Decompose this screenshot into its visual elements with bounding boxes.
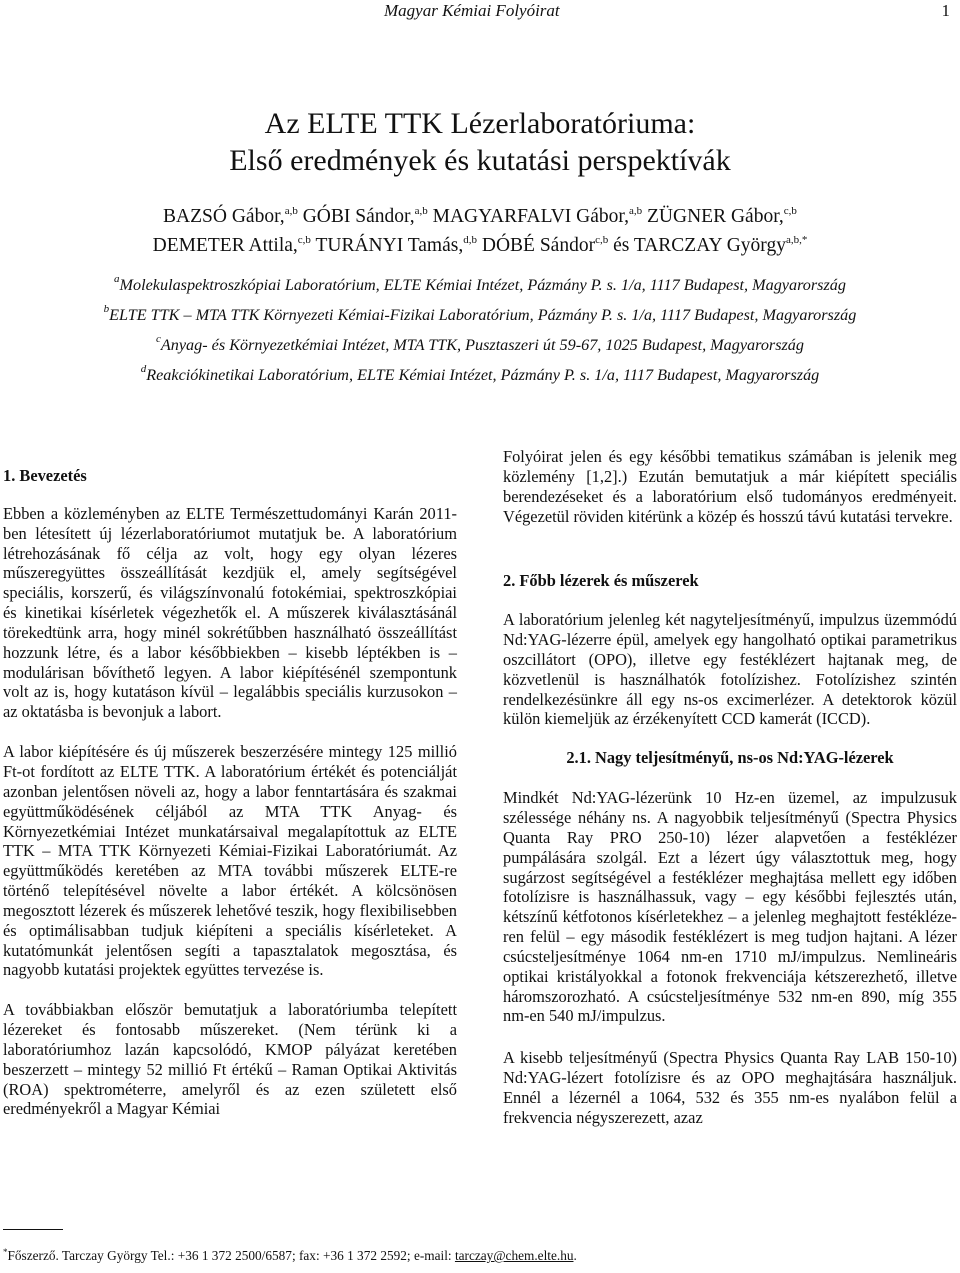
affiliation-list bbox=[0, 270, 960, 390]
email-link[interactable]: tarczay@chem.elte.hu bbox=[454, 1248, 574, 1263]
subsection-heading-ndyag: 2.1. Nagy teljesítményű, ns-os Nd:YAG-lézerek bbox=[566, 748, 894, 768]
affiliation-b bbox=[0, 300, 960, 330]
body-paragraph: A laboratórium jelenleg két nagyteljesítményű, impulzus üzemmódú Nd:YAG-lézerre épül, amelyek egy hangolható optikai parametrikus oszcillátort (OPO), illetve egy festéklézert hajtanak meg, de közvetlenül is használhatók fotolízishez. Fotolízishez szintén rendelkezésünkre áll egy ns-os excimerlézer. A detektorok közül külön kiemeljük az érzékenyített CCD kamerát (ICCD). bbox=[503, 610, 957, 729]
author-affil-mark: a,b,* bbox=[785, 234, 808, 246]
author-name: DÓBÉ Sándor bbox=[481, 235, 596, 256]
title-line-2: Első eredmények és kutatási perspektívák bbox=[229, 144, 731, 177]
affiliation-a bbox=[0, 270, 960, 300]
title-line-1: Az ELTE TTK Lézerlaboratóriuma: bbox=[264, 107, 696, 140]
author-name: ZÜGNER Gábor, bbox=[647, 206, 784, 227]
author-line-1 bbox=[0, 202, 960, 231]
author-affil-mark: c,b bbox=[595, 234, 609, 246]
author-name: BAZSÓ Gábor, bbox=[163, 206, 285, 227]
author-name: TURÁNYI Tamás, bbox=[315, 235, 464, 256]
right-column bbox=[503, 447, 957, 1128]
author-name: GÓBI Sándor, bbox=[302, 206, 415, 227]
author-affil-mark: c,b bbox=[297, 234, 311, 246]
author-name: DEMETER Attila, bbox=[152, 235, 298, 256]
footnote-end: . bbox=[573, 1248, 577, 1263]
author-list bbox=[0, 202, 960, 260]
affiliation-text: Anyag- és Környezetkémiai Intézet, MTA TTK, Pusztaszeri út 59-67, 1025 Budapest, Magyarország bbox=[160, 336, 804, 354]
affiliation-mark: d bbox=[140, 363, 147, 375]
affiliation-mark: a bbox=[114, 273, 120, 285]
author-affil-mark: a,b bbox=[284, 205, 298, 217]
body-paragraph: Folyóirat jelen és egy későbbi tematikus számában is jelenik meg közlemény [1,2].) Ezután bemutatjuk a már kiépített speciális berendezéseket és a laboratórium első tudományos eredményeit. Végezetül röviden kitérünk a közép és hosszú távú kutatási tervekre. bbox=[503, 447, 957, 526]
affiliation-mark: c bbox=[156, 333, 161, 345]
author-affil-mark: a,b bbox=[414, 205, 428, 217]
author-name: és TARCZAY György bbox=[613, 235, 786, 256]
affiliation-d bbox=[0, 360, 960, 390]
author-line-2 bbox=[0, 231, 960, 260]
affiliation-mark: b bbox=[103, 303, 110, 315]
author-affil-mark: c,b bbox=[783, 205, 797, 217]
author-affil-mark: d,b bbox=[463, 234, 477, 246]
left-column bbox=[3, 447, 457, 1119]
footnote-divider bbox=[3, 1229, 63, 1230]
section-heading-introduction: 1. Bevezetés bbox=[3, 466, 87, 485]
body-paragraph: Ebben a közleményben az ELTE Természettudományi Karán 2011-ben létesített új lézerlaboratóriumot mutatjuk be. A laboratórium létrehozásának fő célja az volt, hogy egy olyan lézeres műszeregyüttes összeállítását kezdjük el, amely segítségével speciális, korszerű, és világszínvonalú fotokémiai, spektroszkópiai és kinetikai kísérletek végezhetők el. A műszerek kiválasztásánál törekedtünk arra, hogy minél sokrétűbben használható összeállítást hozzunk létre, és a labor későbbiekben – kisebb léptékben is – modulárisan bővíthető legyen. A labor kiépítésénél szempontunk volt az is, hogy kutatáson kívül – legalábbis speciális kurzusokon – az oktatásba is bevonjuk a labort. bbox=[3, 503, 457, 722]
body-paragraph: A labor kiépítésére és új műszerek beszerzésére mintegy 125 millió Ft-ot fordított az ELTE TTK. A laboratórium értékét és potenciálját azonban jelentősen növeli az, hogy a labor fenntartására és szakmai együttműködésének céljából az MTA TTK Anyag- és Környezetkémiai Intézet munkatársaival megalapítottuk az ELTE TTK – MTA TTK Környezeti Kémiai-Fizikai Laboratóriumát. Az együttműködés keretében az MTA további műszerek ELTE-re történő telepítésével növelte a labor értékét. A kölcsönösen megosztott lézerek és műszerek lehetővé teszik, hogy flexibilisebben és optimálisabban tudjuk kiépíteni a speciális kísérleteket. A kutatómunkát jelentősen segíti a tapasztalatok megosztása, és nagyobb kutatási projektek együttes tervezése is. bbox=[3, 742, 457, 980]
footnote-text: Főszerző. Tarczay György Tel.: +36 1 372 2500/6587; fax: +36 1 372 2592; e-mail: bbox=[7, 1248, 455, 1263]
body-paragraph: Mindkét Nd:YAG-lézerünk 10 Hz-en üzemel, az impulzusuk szélessége néhány ns. A nagyobbik teljesítményű (Spectra Physics Quanta Ray PRO 250-10) lézer alapvetően a festéklézer pumpálására szolgál. Ezt a lézert úgy választottuk meg, hogy sugárzost segítségével a festéklézer meghajtása mellett egy időben fotolízisre is használhassuk, vagy – egy későbbi fejlesztés után, kétszínű kétfotonos kísérletekhez – a jelenleg meghajtott festéklézeren felül – egy második festéklézert is meg tudjon hajtani. A lézer csúcsteljesítménye 1064 nm-en 1710 mJ/impulzus. Nemlineáris optikai kristályokkal a fotonok frekvenciája kétszerezhető, illetve háromszorozható. A csúcsteljesítménye 532 nm-en 890, míg 355 nm-en 540 mJ/impulzus. bbox=[503, 788, 957, 1026]
affiliation-c bbox=[0, 330, 960, 360]
affiliation-text: Reakciókinetikai Laboratórium, ELTE Kémiai Intézet, Pázmány P. s. 1/a, 1117 Budapest, Magyarország bbox=[146, 366, 820, 384]
author-name: MAGYARFALVI Gábor, bbox=[432, 206, 629, 227]
body-paragraph: A kisebb teljesítményű (Spectra Physics Quanta Ray LAB 150-10) Nd:YAG-lézert fotolízisre és az OPO meghajtására használjuk. Ennél a lézernél a 1064, 532 és 355 nm-es nyalábon felül a frekvencia négyszerezett, azaz bbox=[503, 1048, 957, 1127]
article-title bbox=[0, 105, 960, 179]
footnote-mark: * bbox=[3, 1247, 8, 1257]
footnote bbox=[3, 1247, 577, 1265]
journal-title: Magyar Kémiai Folyóirat bbox=[384, 1, 560, 20]
affiliation-text: Molekulaspektroszkópiai Laboratórium, ELTE Kémiai Intézet, Pázmány P. s. 1/a, 1117 Budapest, Magyarország bbox=[119, 276, 846, 294]
section-heading-lasers: 2. Főbb lézerek és műszerek bbox=[503, 571, 699, 591]
author-affil-mark: a,b bbox=[629, 205, 643, 217]
body-paragraph: A továbbiakban először bemutatjuk a laboratóriumba telepített lézereket és fontosabb műszereket. (Nem térünk ki a laboratóriumhoz lazán kapcsolódó, KMOP pályázat keretében beszerzett – mintegy 52 millió Ft értékű – Raman Optikai Aktivitás (ROA) spektrométerre, amelyről és az ezen született első eredményekről a Magyar Kémiai bbox=[3, 1000, 457, 1119]
affiliation-text: ELTE TTK – MTA TTK Környezeti Kémiai-Fizikai Laboratórium, Pázmány P. s. 1/a, 1117 Budapest, Magyarország bbox=[109, 306, 857, 324]
page-number: 1 bbox=[941, 1, 950, 20]
